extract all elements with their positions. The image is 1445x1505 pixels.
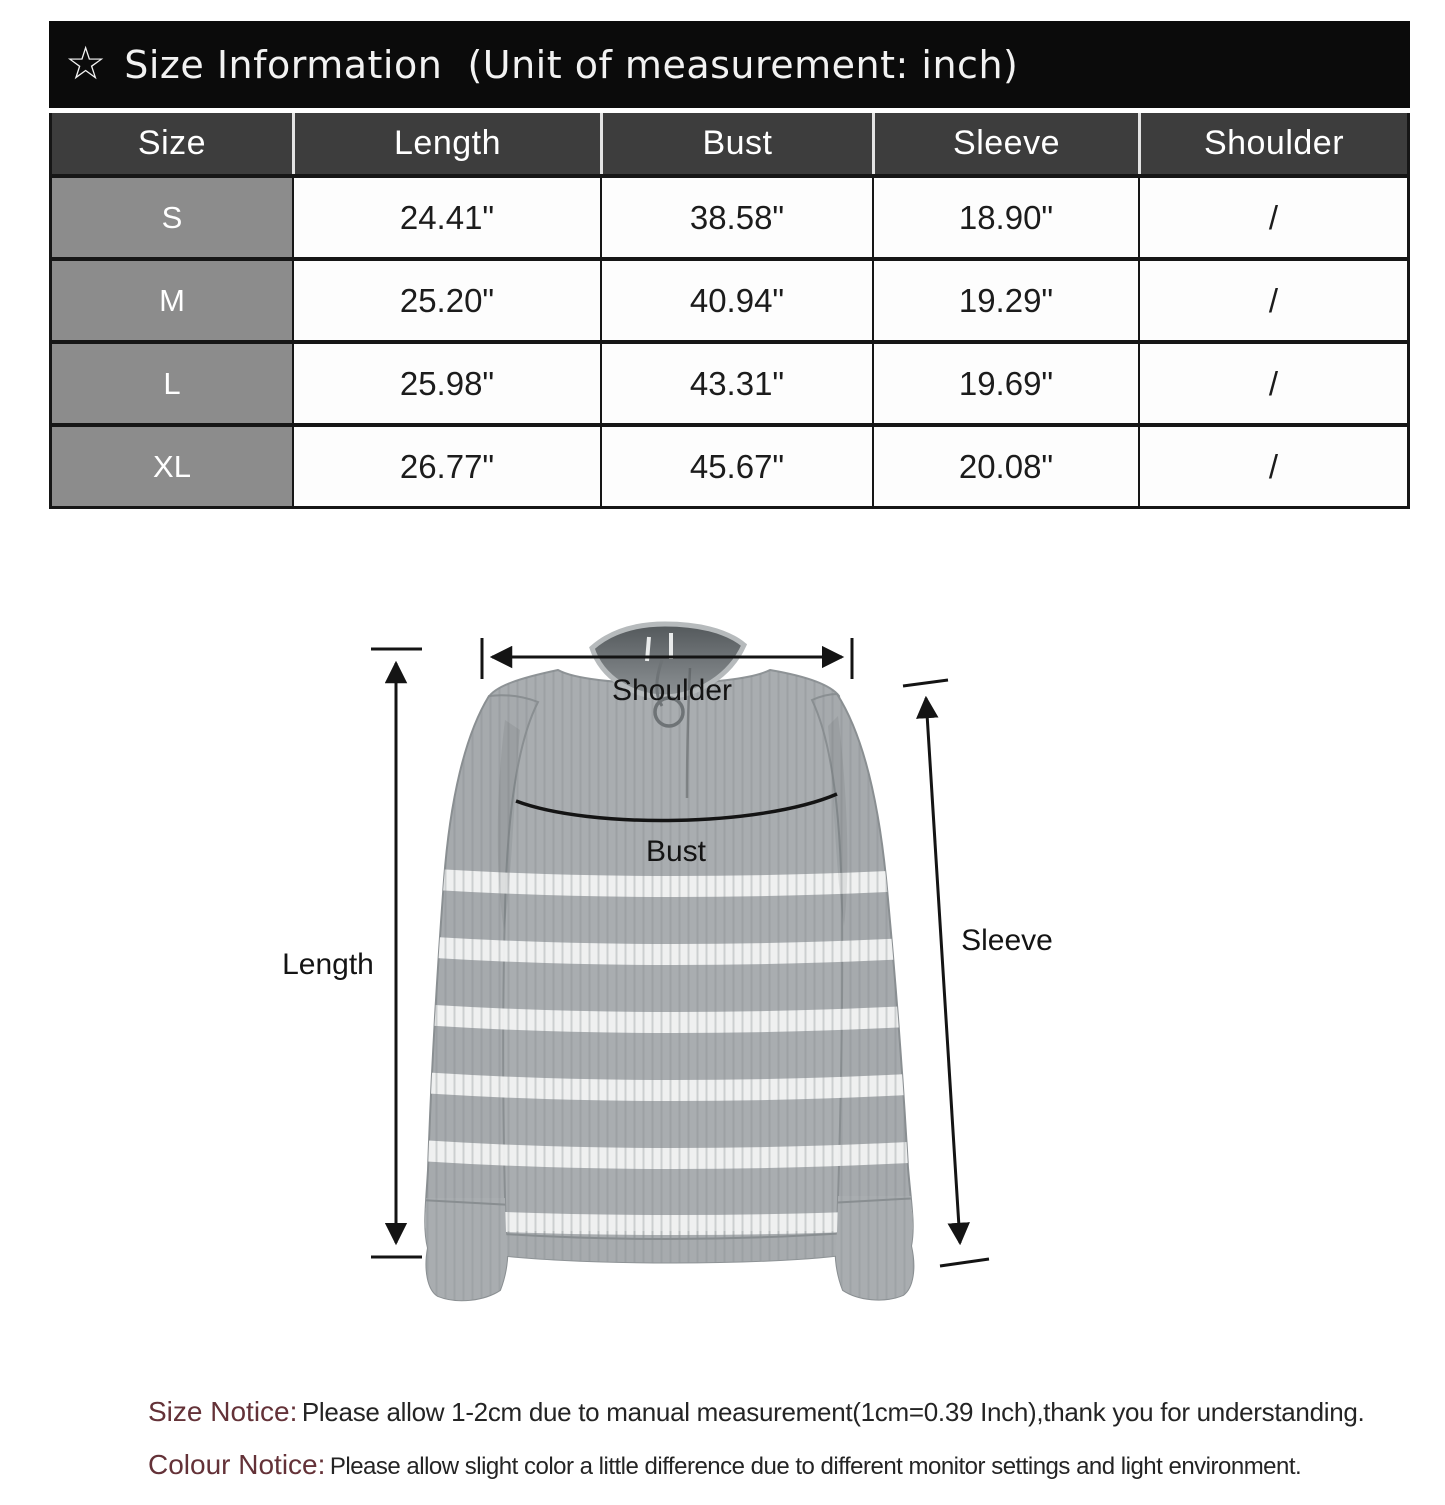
right-cuff — [825, 1196, 930, 1308]
length-label: Length — [282, 948, 374, 981]
table-title: Size Information (Unit of measurement: inch) — [124, 42, 1019, 87]
length-value: 26.77" — [292, 427, 600, 506]
size-label: XL — [52, 427, 292, 506]
table-grid — [49, 113, 1410, 509]
table-header-row — [52, 113, 1407, 174]
size-notice-label: Size Notice: — [148, 1396, 298, 1427]
size-label: L — [52, 344, 292, 423]
column-header-size: Size — [137, 124, 207, 162]
column-header-length: Length — [292, 113, 600, 174]
table-row-l — [52, 340, 1407, 423]
colour-notice-text: Please allow slight color a little difference due to different monitor settings and light environment. — [329, 1453, 1302, 1480]
shoulder-label: Shoulder — [611, 674, 733, 707]
length-value: 24.41" — [292, 178, 600, 257]
size-label: M — [52, 261, 292, 340]
shoulder-value: / — [1138, 178, 1407, 257]
bust-label: Bust — [645, 835, 707, 868]
hem-band — [460, 1231, 875, 1291]
left-cuff — [415, 1198, 520, 1308]
length-arrow — [371, 649, 422, 1257]
notices — [148, 1396, 1438, 1481]
size-notice-text: Please allow 1-2cm due to manual measurement(1cm=0.39 Inch),thank you for understanding. — [301, 1397, 1365, 1427]
column-header-sleeve: Sleeve — [872, 113, 1138, 174]
table-row-xl — [52, 423, 1407, 506]
length-value: 25.20" — [292, 261, 600, 340]
bust-value: 40.94" — [600, 261, 872, 340]
table-row-m — [52, 257, 1407, 340]
bust-value: 38.58" — [600, 178, 872, 257]
sleeve-value: 19.29" — [872, 261, 1138, 340]
shoulder-value: / — [1138, 261, 1407, 340]
sleeve-value: 20.08" — [872, 427, 1138, 506]
bust-value: 45.67" — [600, 427, 872, 506]
table-row-s — [52, 174, 1407, 257]
sleeve-arrow — [903, 680, 989, 1266]
size-table — [49, 21, 1410, 509]
shoulder-value: / — [1138, 427, 1407, 506]
sleeve-value: 18.90" — [872, 178, 1138, 257]
table-title-bar — [49, 21, 1410, 108]
bust-value: 43.31" — [600, 344, 872, 423]
colour-notice — [148, 1449, 1438, 1481]
size-notice — [148, 1396, 1438, 1428]
column-header-bust: Bust — [600, 113, 872, 174]
colour-notice-label: Colour Notice: — [148, 1449, 326, 1480]
sweater-illustration — [250, 598, 1150, 1398]
sleeve-label: Sleeve — [961, 924, 1053, 957]
shoulder-value: / — [1138, 344, 1407, 423]
length-value: 25.98" — [292, 344, 600, 423]
sweater-measurement-diagram — [250, 598, 1150, 1398]
size-label: S — [52, 178, 292, 257]
star-icon: ☆ — [65, 35, 107, 90]
column-header-shoulder: Shoulder — [1138, 113, 1407, 174]
sleeve-value: 19.69" — [872, 344, 1138, 423]
